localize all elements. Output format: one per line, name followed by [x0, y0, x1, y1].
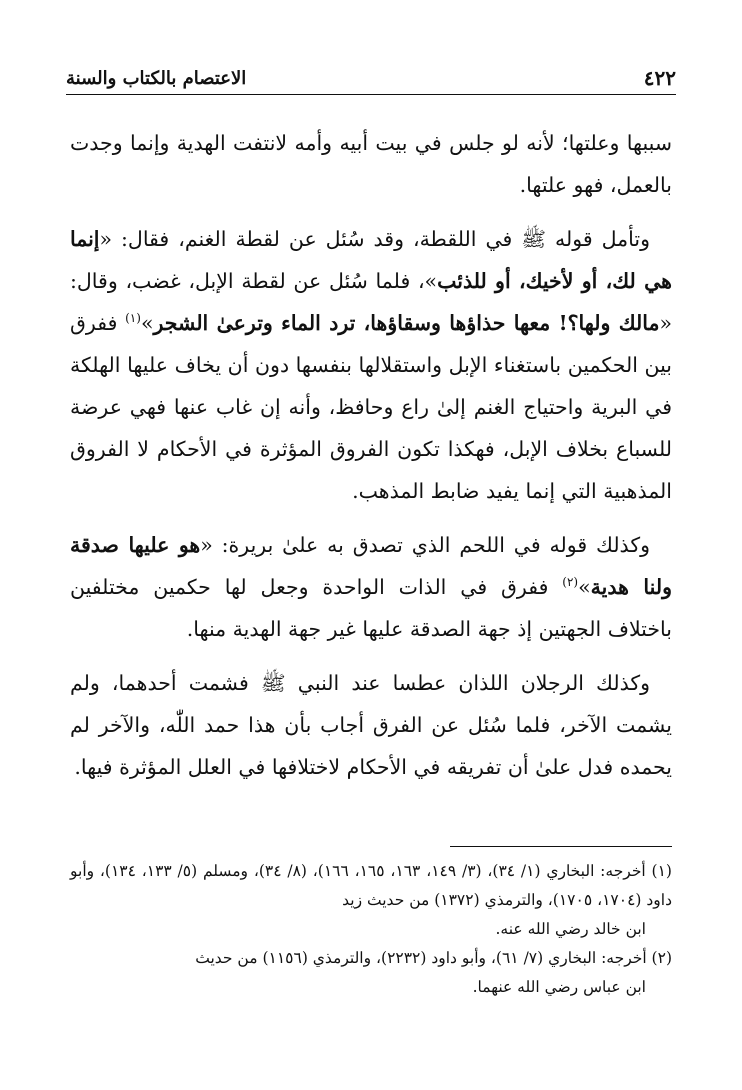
page-header — [66, 62, 676, 95]
paragraph-2 — [70, 218, 672, 512]
paragraph-3 — [70, 524, 672, 650]
main-text — [70, 122, 672, 800]
footnote-2-cont: ابن عباس رضي الله عنهما. — [472, 978, 646, 996]
hadith-quote-1: إنما هي لك، أو لأخيك، أو للذئب — [70, 227, 672, 293]
hadith-quote-3: هو عليها صدقة ولنا هدية — [70, 533, 672, 599]
p3-text-a: وكذلك قوله في اللحم الذي تصدق به علىٰ بريرة: « — [200, 533, 650, 557]
running-title: الاعتصام بالكتاب والسنة — [66, 67, 247, 89]
p2-text-a: وتأمل قوله ﷺ في اللقطة، وقد سُئل عن لقطة الغنم، فقال: « — [99, 227, 650, 251]
footnote-ref-1[interactable]: (١) — [125, 311, 141, 326]
footnote-1-cont: ابن خالد رضي الله عنه. — [495, 920, 646, 938]
footnotes — [70, 857, 672, 1002]
p2-text-e: » — [140, 311, 154, 335]
footnote-separator — [450, 846, 672, 847]
paragraph-1: سببها وعلتها؛ لأنه لو جلس في بيت أبيه وأمه لانتفت الهدية وإنما وجدت بالعمل، فهو علتها. — [70, 131, 672, 197]
p3-text-c: » — [578, 575, 591, 599]
footnote-2: (٢) أخرجه: البخاري (٧/ ٦١)، وأبو داود (٢٢٣٢)، والترمذي (١١٥٦) من حديث — [195, 949, 672, 967]
p2-text-f: ففرق بين الحكمين باستغناء الإبل واستقلالها بنفسها دون أن يخاف عليها الهلكة في البرية واحتياج الغنم إلىٰ راع وحافظ، وأنه إن غاب عنها فهي عرضة للسباع بخلاف الإبل، فهكذا تكون الفروق المؤثرة في الأحكام لا الفروق المذهبية التي إنما يفيد ضابط المذهب. — [70, 311, 672, 503]
footnote-ref-2[interactable]: (٢) — [562, 575, 579, 590]
p3-text-d: ففرق في الذات الواحدة وجعل لها حكمين مختلفين باختلاف الجهتين إذ جهة الصدقة عليها غير جهة الهدية منها. — [70, 575, 672, 641]
p2-text-c: »، فلما سُئل عن لقطة الإبل، غضب، وقال: « — [70, 269, 672, 335]
hadith-quote-2: مالك ولها؟! معها حذاؤها وسقاؤها، ترد الماء وترعىٰ الشجر — [153, 311, 660, 335]
footnote-1: (١) أخرجه: البخاري (١/ ٣٤)، (٣/ ١٤٩، ١٦٣، ١٦٥، ١٦٦)، (٨/ ٣٤)، ومسلم (٥/ ١٣٣، ١٣٤)، وأبو داود (١٧٠٤، ١٧٠٥)، والترمذي (١٣٧٢) من حديث زيد — [70, 862, 672, 909]
paragraph-4: وكذلك الرجلان اللذان عطسا عند النبي ﷺ فشمت أحدهما، ولم يشمت الآخر، فلما سُئل عن الفرق أجاب بأن هذا حمد اللّٰه، والآخر لم يحمده فدل علىٰ أن تفريقه في الأحكام لاختلافها في العلل المؤثرة فيها. — [70, 671, 672, 779]
page-number: ٤٢٢ — [643, 66, 676, 90]
